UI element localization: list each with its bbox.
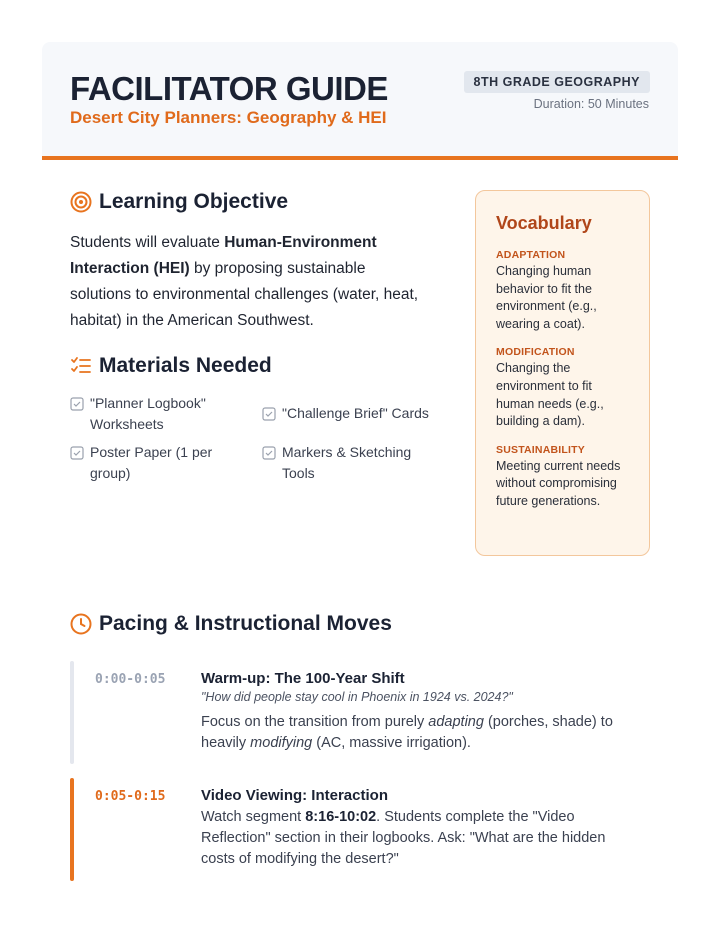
- checkbox-icon: [70, 446, 84, 460]
- objective-text-post: by proposing sustainable solutions to environmental challenges (water, heat, habitat) in the American Southwest.: [70, 260, 419, 329]
- grade-badge: 8TH GRADE GEOGRAPHY: [464, 71, 650, 93]
- step-title: Warm-up: The 100-Year Shift: [201, 670, 405, 687]
- objective-heading: [70, 190, 288, 214]
- step-title: Video Viewing: Interaction: [201, 787, 388, 804]
- step-bold: 8:16-10:02: [305, 809, 377, 825]
- vocabulary-title: Vocabulary: [496, 213, 592, 233]
- pacing-heading-text: Pacing & Instructional Moves: [99, 612, 392, 635]
- step-text: (AC, massive irrigation).: [312, 735, 471, 751]
- step-quote: "How did people stay cool in Phoenix in 1924 vs. 2024?": [201, 690, 513, 704]
- objective-text-bold: Human-Environment Interaction (HEI): [70, 234, 377, 277]
- checkbox-icon: [70, 397, 84, 411]
- objective-text-pre: Students will evaluate: [70, 234, 225, 251]
- materials-heading: [70, 354, 272, 378]
- material-item: [262, 442, 432, 484]
- pacing-heading: [70, 612, 392, 636]
- step-description: [201, 807, 641, 870]
- objective-text: [70, 230, 430, 334]
- vocab-definition: Changing human behavior to fit the environment (e.g., wearing a coat).: [496, 264, 597, 331]
- step-text: Focus on the transition from purely: [201, 714, 429, 730]
- step-description: [201, 712, 641, 754]
- vocab-definition: Meeting current needs without compromising future generations.: [496, 458, 621, 508]
- page-title: FACILITATOR GUIDE: [70, 70, 388, 107]
- material-item: [262, 403, 452, 424]
- timeline-bar: [70, 661, 74, 764]
- step-emphasis: adapting: [428, 714, 484, 730]
- materials-heading-text: Materials Needed: [99, 354, 272, 377]
- material-item: [70, 393, 250, 435]
- vocab-term: MODIFICATION: [496, 346, 575, 359]
- material-label: "Planner Logbook" Worksheets: [90, 395, 206, 432]
- step-time: 0:05-0:15: [95, 789, 166, 804]
- material-item: [70, 442, 250, 484]
- step-text: . Students complete the "Video Reflection" section in their logbooks. Ask: "What are the hidden costs of modifying the desert?": [201, 809, 606, 867]
- checklist-icon: [70, 355, 92, 377]
- pacing-step: [70, 661, 650, 764]
- vocab-definition: Changing the environment to fit human needs (e.g., building a dam).: [496, 361, 604, 429]
- timeline-bar: [70, 778, 74, 881]
- objective-heading-text: Learning Objective: [99, 190, 289, 213]
- vocab-term: SUSTAINABILITY: [496, 443, 585, 456]
- step-text: Watch segment: [201, 809, 306, 825]
- checkbox-icon: [262, 407, 276, 421]
- clock-icon: [70, 613, 92, 635]
- step-time: 0:00-0:05: [95, 672, 166, 687]
- checkbox-icon: [262, 446, 276, 460]
- page-subtitle: Desert City Planners: Geography & HEI: [70, 108, 387, 127]
- vocabulary-card: [475, 190, 650, 556]
- guide-header: [42, 42, 678, 160]
- material-label: Markers & Sketching Tools: [282, 444, 412, 481]
- step-text: (porches, shade) to heavily: [201, 714, 613, 751]
- target-icon: [70, 191, 92, 213]
- material-label: Poster Paper (1 per group): [90, 444, 213, 481]
- pacing-step: [70, 778, 650, 881]
- vocab-term: ADAPTATION: [496, 249, 566, 261]
- duration-label: Duration: 50 Minutes: [533, 97, 649, 111]
- material-label: "Challenge Brief" Cards: [282, 405, 429, 421]
- step-emphasis: modifying: [250, 735, 313, 751]
